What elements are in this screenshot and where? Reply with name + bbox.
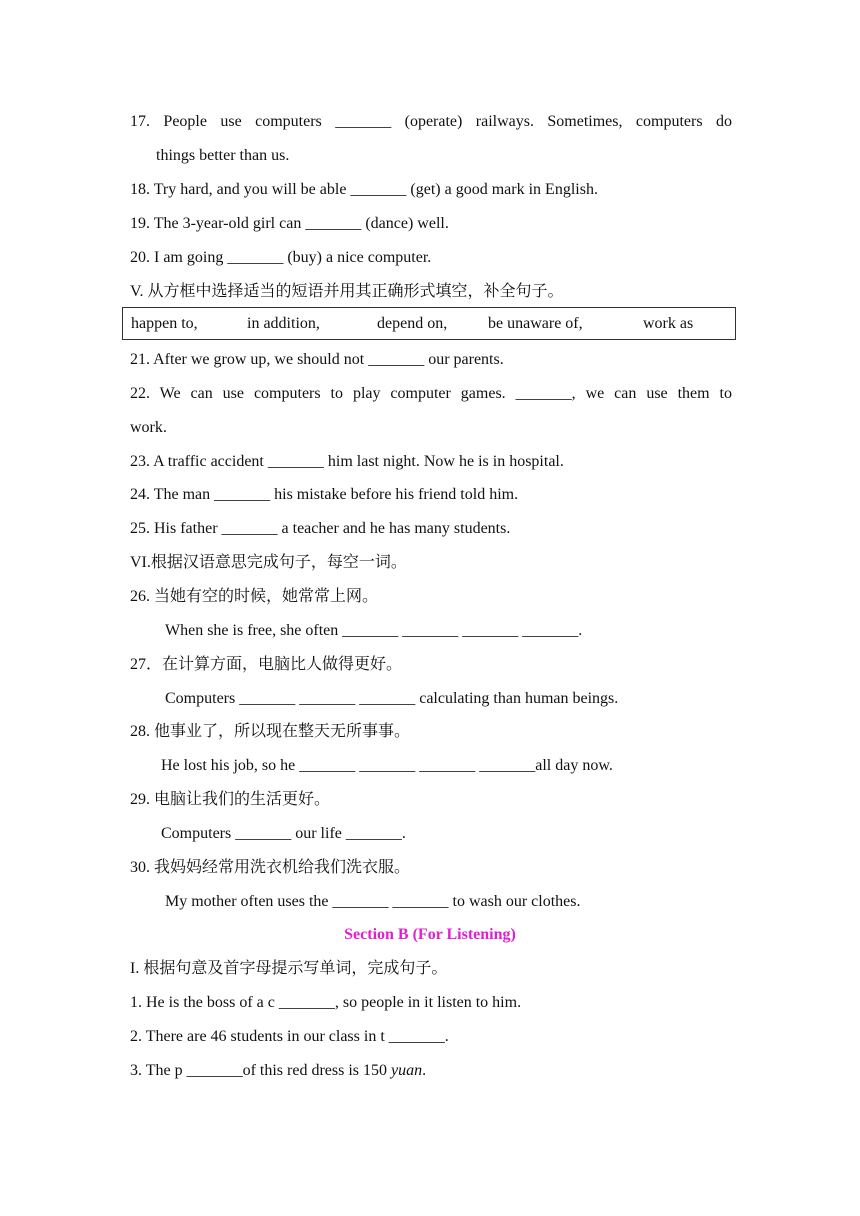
section-6-title: VI.根据汉语意思完成句子，每空一词。 — [130, 554, 407, 571]
question-19: 19. The 3-year-old girl can _______ (dance) well. — [130, 215, 449, 232]
phrase-item: work as — [643, 315, 694, 332]
question-18: 18. Try hard, and you will be able _______ (get) a good mark in English. — [130, 181, 598, 198]
question-20: 20. I am going _______ (buy) a nice computer. — [130, 249, 432, 266]
question-28-chinese: 28. 他事业了，所以现在整天无所事事。 — [130, 723, 411, 740]
phrase-item: in addition, — [247, 315, 320, 332]
phrase-item: happen to, — [131, 315, 198, 332]
section-5-title: V. 从方框中选择适当的短语并用其正确形式填空，补全句子。 — [130, 283, 564, 300]
question-26-english: When she is free, she often _______ _______ _______ _______. — [165, 622, 583, 639]
phrase-box — [122, 307, 736, 340]
question-3-suffix: . — [422, 1062, 427, 1079]
question-29-chinese: 29. 电脑让我们的生活更好。 — [130, 791, 331, 808]
question-22-line1: 22. We can use computers to play computer games. _______, we can use them to — [130, 385, 732, 402]
question-26-chinese: 26. 当她有空的时候，她常常上网。 — [130, 588, 379, 605]
question-17-line1: 17. People use computers _______ (operate) railways. Sometimes, computers do — [130, 113, 732, 130]
question-17-line2: things better than us. — [156, 147, 290, 164]
question-29-english: Computers _______ our life _______. — [161, 825, 406, 842]
section-b-question-1: 1. He is the boss of a c _______, so people in it listen to him. — [130, 994, 522, 1011]
question-30-chinese: 30. 我妈妈经常用洗衣机给我们洗衣服。 — [130, 859, 411, 876]
phrase-item: be unaware of, — [488, 315, 583, 332]
phrase-item: depend on, — [377, 315, 448, 332]
question-24: 24. The man _______ his mistake before his friend told him. — [130, 486, 519, 503]
question-28-english: He lost his job, so he _______ _______ _______ _______all day now. — [161, 757, 613, 774]
question-27-english: Computers _______ _______ _______ calculating than human beings. — [165, 690, 619, 707]
section-b-heading: Section B (For Listening) — [344, 926, 516, 943]
question-3-prefix: 3. The p _______of this red dress is 150 — [130, 1062, 392, 1079]
question-21: 21. After we grow up, we should not _______ our parents. — [130, 351, 504, 368]
question-30-english: My mother often uses the _______ _______ to wash our clothes. — [165, 893, 581, 910]
section-b-question-3 — [130, 1061, 732, 1081]
section-b-1-title: I. 根据句意及首字母提示写单词，完成句子。 — [130, 960, 448, 977]
question-22-line2: work. — [130, 419, 167, 436]
section-b-question-2: 2. There are 46 students in our class in t _______. — [130, 1028, 449, 1045]
question-3-italic-word: yuan — [391, 1062, 423, 1079]
question-25: 25. His father _______ a teacher and he has many students. — [130, 520, 511, 537]
question-23: 23. A traffic accident _______ him last night. Now he is in hospital. — [130, 453, 564, 470]
question-27-chinese: 27．在计算方面，电脑比人做得更好。 — [130, 656, 403, 673]
